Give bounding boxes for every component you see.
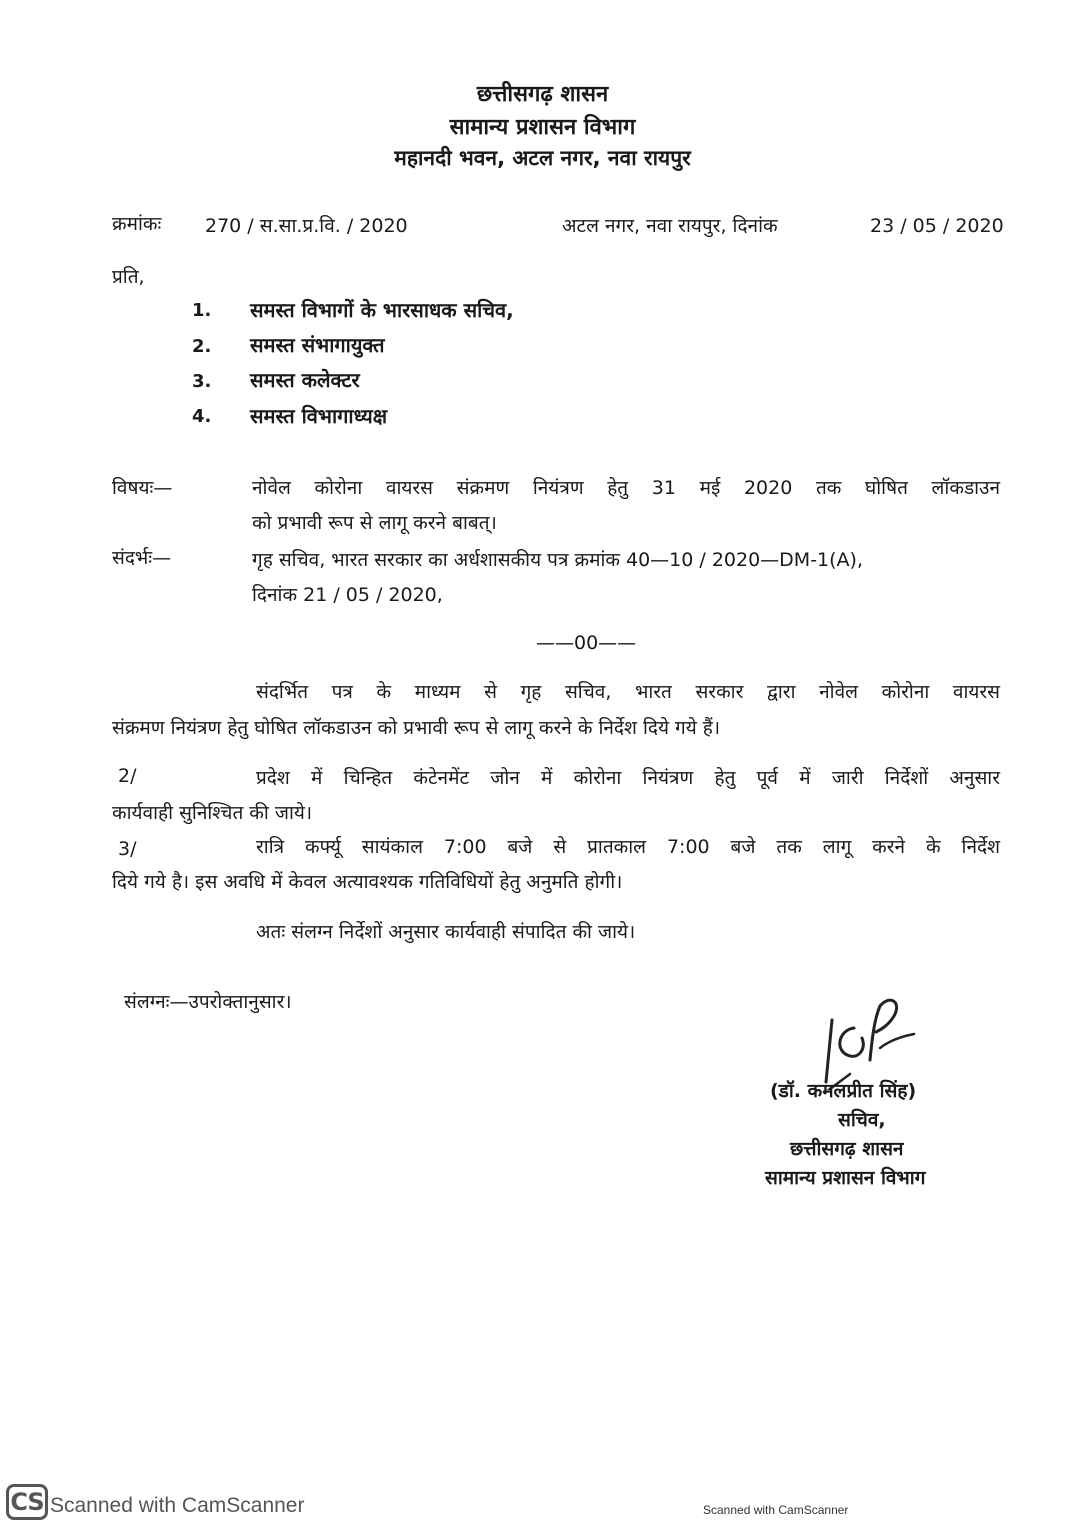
para-1-line-2: संक्रमण नियंत्रण हेतु घोषित लॉकडाउन को प्रभावी रूप से लागू करने के निर्देश दिये गये हैं। <box>112 717 721 739</box>
para-1-line-1: संदर्भित पत्र के माध्यम से गृह सचिव, भारत सरकार द्वारा नोवेल कोरोना वायरस <box>256 681 1000 703</box>
letter-date: 23 / 05 / 2020 <box>870 215 1004 237</box>
para-3-line-2: दिये गये है। इस अवधि में केवल अत्यावश्यक गतिविधियों हेतु अनुमति होगी। <box>112 871 623 893</box>
signatory-org-1: छत्तीसगढ़ शासन <box>790 1138 904 1160</box>
signatory-name: (डॉ. कमलप्रीत सिंह) <box>770 1080 917 1102</box>
ref-number: 270 / स.सा.प्र.वि. / 2020 <box>205 215 408 237</box>
handwritten-signature <box>810 990 920 1090</box>
letterhead-line-1: छत्तीसगढ़ शासन <box>476 82 609 107</box>
separator: ——00—— <box>536 632 637 654</box>
letterhead-line-3: महानदी भवन, अटल नगर, नवा रायपुर <box>394 146 691 170</box>
camscanner-watermark-left: Scanned with CamScanner <box>50 1494 305 1517</box>
camscanner-logo: CS <box>6 1484 48 1520</box>
recipient-item: समस्त विभागाध्यक्ष <box>250 404 388 428</box>
letterhead-line-2: सामान्य प्रशासन विभाग <box>449 115 636 140</box>
subject-line-1: नोवेल कोरोना वायरस संक्रमण नियंत्रण हेतु 31 मई 2020 तक घोषित लॉकडाउन <box>252 477 1000 499</box>
para-3-number: 3/ <box>118 838 137 860</box>
ref-label: क्रमांकः <box>112 213 162 235</box>
signatory-designation: सचिव, <box>838 1109 886 1131</box>
para-2-line-1: प्रदेश में चिन्हित कंटेनमेंट जोन में कोरोना नियंत्रण हेतु पूर्व में जारी निर्देशों अनुसार <box>256 767 1000 789</box>
subject-line-2: को प्रभावी रूप से लागू करने बाबत्। <box>252 512 497 534</box>
signatory-org-2: सामान्य प्रशासन विभाग <box>765 1167 926 1189</box>
para-3-line-1: रात्रि कर्फ्यू सायंकाल 7:00 बजे से प्रातकाल 7:00 बजे तक लागू करने के निर्देश <box>256 836 1000 858</box>
reference-label: संदर्भः— <box>112 547 172 569</box>
recipient-item: समस्त कलेक्टर <box>250 368 360 392</box>
para-2-line-2: कार्यवाही सुनिश्चित की जाये। <box>112 802 313 824</box>
enclosure-note: संलग्नः—उपरोक्तानुसार। <box>124 991 292 1013</box>
recipient-item: समस्त विभागों के भारसाधक सचिव, <box>250 298 514 322</box>
recipient-number: 4. <box>192 406 212 427</box>
camscanner-watermark-right: Scanned with CamScanner <box>703 1503 849 1517</box>
reference-line-1: गृह सचिव, भारत सरकार का अर्धशासकीय पत्र क्रमांक 40—10 / 2020—DM-1(A), <box>252 549 864 571</box>
place-date-label: अटल नगर, नवा रायपुर, दिनांक <box>562 215 778 237</box>
to-label: प्रति, <box>112 266 145 288</box>
recipient-number: 3. <box>192 371 212 392</box>
recipient-number: 2. <box>192 336 212 357</box>
subject-label: विषयः— <box>112 477 173 499</box>
recipient-number: 1. <box>192 300 212 321</box>
para-4: अतः संलग्न निर्देशों अनुसार कार्यवाही संपादित की जाये। <box>256 921 636 943</box>
para-2-number: 2/ <box>118 765 137 787</box>
recipient-item: समस्त संभागायुक्त <box>250 333 385 357</box>
reference-line-2: दिनांक 21 / 05 / 2020, <box>252 584 443 606</box>
